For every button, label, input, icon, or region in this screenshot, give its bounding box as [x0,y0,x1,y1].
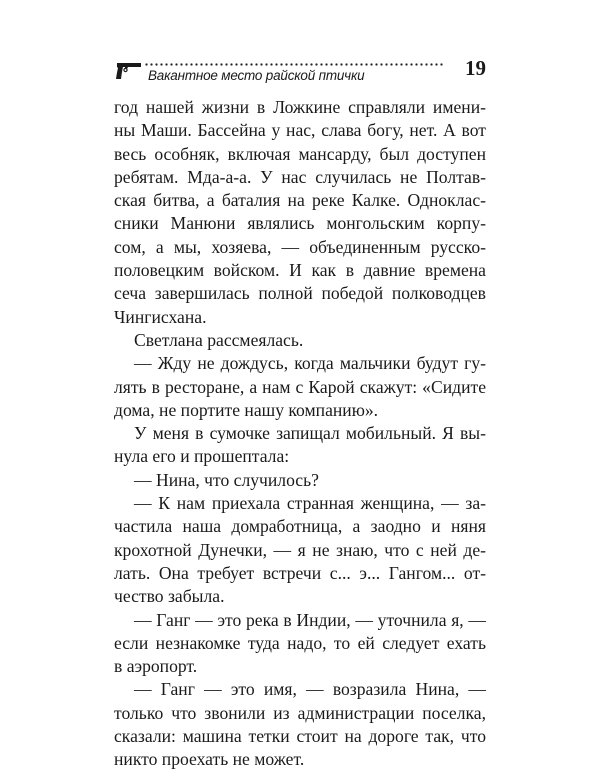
text-line: — К нам приехала странная женщина, — за- [134,493,486,514]
text-line: Светлана рассмеялась. [134,329,304,350]
text-line: половецким войском. И как в давние времена [114,260,486,281]
revolver-icon [114,60,144,82]
text-line: сники Манюни являлись монгольским корпу- [114,213,486,234]
text-line: частила наша домработница, а заодно и няня [114,516,486,537]
text-line: если незнакомке туда надо, то ей следует ехать [114,632,486,653]
text-line: ны Маши. Бассейна у нас, слава богу, нет. А вот [114,120,486,141]
text-line: ская битва, а баталия на реке Калке. Одноклас- [114,190,486,211]
page-number: 19 [465,56,486,80]
text-line: только что звонили из администрации поселка, [114,702,486,723]
text-line: год нашей жизни в Ложкине справляли имени- [114,97,486,117]
text-line: дома, не портите нашу компанию». [114,399,379,420]
text-line: сеча завершилась полной победой полководцев [114,283,486,304]
text-line: в аэропорт. [114,656,198,677]
page-header [114,56,486,88]
text-line: никто проехать не может. [114,749,305,770]
body-text [114,96,486,772]
text-line: У меня в сумочке запищал мобильный. Я вы- [134,423,486,444]
text-line: весь особняк, включая мансарду, был доступен [114,143,486,164]
text-line: крохотной Дунечки, — я не знаю, что с ней де- [114,539,486,560]
text-line: ребятам. Мда-а-а. У нас случилась не Полтав- [114,166,486,187]
text-line: — Ганг — это река в Индии, — уточнила я, — [134,609,486,630]
text-line: Чингисхана. [114,306,207,327]
text-line: сказали: машина тетки стоит на дороге так, что [114,726,486,747]
text-line: нула его и прошептала: [114,446,290,467]
text-line: сом, а мы, хозяева, — объединенным русско- [114,236,486,257]
text-line: — Нина, что случилось? [134,469,319,490]
text-line: чество забыла. [114,586,225,607]
text-line: — Жду не дождусь, когда мальчики будут гу- [134,353,486,374]
text-line: лять в ресторане, а нам с Карой скажут: «Сидите [114,376,486,397]
running-title: Вакантное место райской птички [148,68,365,83]
header-dotted-rule [144,63,444,66]
text-line: — Ганг — это имя, — возразила Нина, — [134,679,486,700]
text-line: лать. Она требует встречи с... э... Гангом... от- [114,562,486,583]
